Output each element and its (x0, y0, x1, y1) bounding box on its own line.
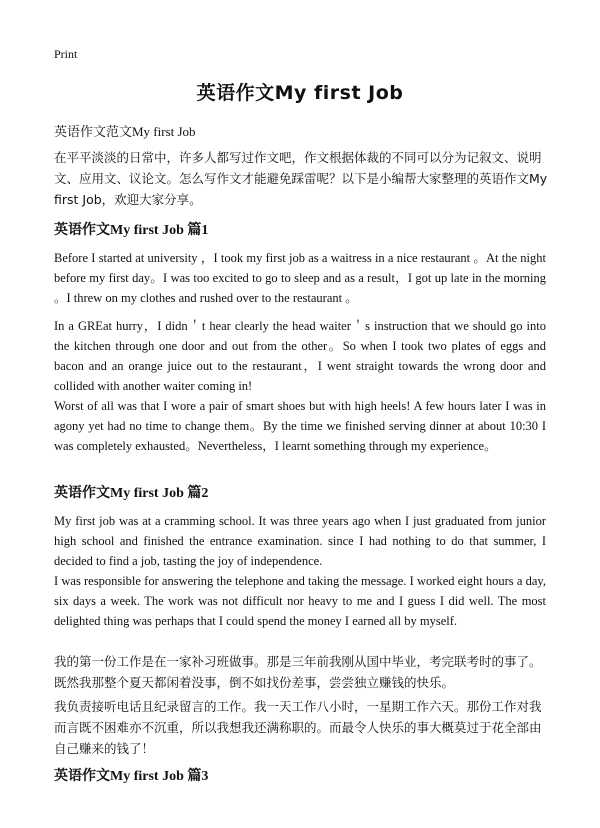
document-subtitle: 英语作文范文My first Job (54, 124, 196, 139)
print-label[interactable]: Print (54, 47, 78, 61)
paragraph: Worst of all was that I wore a pair of smart shoes but with high heels! A few hours later I was in agony yet had no time to change them。By the time we finished serving dinner at about 10:30 I was completely exhausted。Nevertheless，I learnt something through my experience。 (54, 399, 546, 453)
chinese-paragraph: 我的第一份工作是在一家补习班做事。那是三年前我刚从国中毕业，考完联考时的事了。既然我那整个夏天都闲着没事，倒不如找份差事，尝尝独立赚钱的快乐。 (54, 654, 542, 690)
section-heading-2: 英语作文My first Job 篇2 (54, 486, 209, 501)
paragraph: Before I started at university ，I took my first job as a waitress in a nice restaurant 。At the night before my first day。I was too excited to go to sleep and as a result，I got up late in the morning 。I threw on my clothes and rushed over to the restaurant 。 (54, 251, 546, 305)
section-heading-1: 英语作文My first Job 篇1 (54, 223, 209, 238)
paragraph: I was responsible for answering the telephone and taking the message. I worked eight hours a day, six days a week. The work was not difficult nor heavy to me and I guess I did well. The most delighted thing was perhaps that I could spend the money I earned all by myself. (54, 574, 546, 628)
paragraph: My first job was at a cramming school. It was three years ago when I just graduated from junior high school and finished the entrance examination. since I had nothing to do that summer, I decided to find a job, tasting the joy of independence. (54, 514, 546, 568)
intro-paragraph: 在平平淡淡的日常中，许多人都写过作文吧，作文根据体裁的不同可以分为记叙文、说明文、应用文、议论文。怎么写作文才能避免踩雷呢？以下是小编帮大家整理的英语作文My first Job，欢迎大家分享。 (54, 150, 548, 207)
document-title: 英语作文My first Job (196, 82, 404, 104)
section-heading-3: 英语作文My first Job 篇3 (54, 769, 209, 784)
paragraph: In a GREat hurry，I didn＇t hear clearly the head waiter＇s instruction that we should go into the kitchen through one door and out from the other。So when I took two plates of eggs and bacon and an orange juice out to the restaurant，I went straight towards the wrong door and collided with another waiter coming in! (54, 319, 546, 393)
chinese-paragraph: 我负责接听电话且纪录留言的工作。我一天工作八小时，一星期工作六天。那份工作对我而言既不困难亦不沉重，所以我想我还满称职的。而最令人快乐的事大概莫过于花全部由自己赚来的钱了！ (54, 699, 542, 756)
